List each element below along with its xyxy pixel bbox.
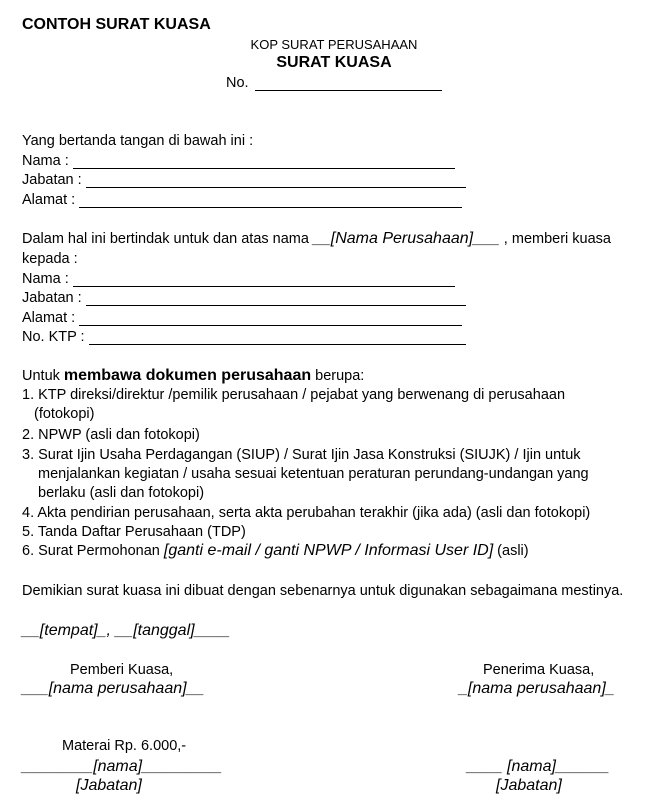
stamp-duty-note: Materai Rp. 6.000,- (62, 738, 187, 754)
grantor-company-placeholder: ___[nama perusahaan]__ (22, 680, 205, 697)
grantor-name-row (22, 151, 455, 171)
list-item-6-text-after: (asli) (493, 543, 529, 559)
authorization-text-after: , memberi kuasa (499, 231, 611, 247)
letter-number-row (226, 73, 442, 93)
grantee-id-blank-line (89, 344, 466, 345)
grantor-address-blank-line (79, 207, 462, 208)
grantee-name-label: Nama : (22, 271, 69, 287)
grantee-signatory-position: [Jabatan] (496, 777, 562, 794)
grantee-address-blank-line (79, 325, 462, 326)
grantor-name-blank-line (73, 168, 455, 169)
grantor-address-label: Alamat : (22, 192, 76, 208)
grantee-position-label: Jabatan : (22, 290, 82, 306)
grantee-position-blank-line (86, 305, 466, 306)
list-item-3-continuation: menjalankan kegiatan / usaha sesuai ketentuan peraturan perundang-undangan yang (38, 466, 589, 482)
grantor-name-label: Nama : (22, 153, 69, 169)
purpose-text-after: berupa: (311, 368, 365, 384)
grantee-name-row (22, 269, 455, 289)
grantee-signature-label: Penerima Kuasa, (483, 662, 595, 678)
document-heading: CONTOH SURAT KUASA (22, 16, 211, 33)
grantor-position-blank-line (86, 187, 466, 188)
list-item-1-continuation: (fotokopi) (34, 406, 95, 422)
grantee-address-label: Alamat : (22, 310, 76, 326)
list-item-4: 4. Akta pendirian perusahaan, serta akta perubahan terakhir (jika ada) (asli dan fotokopi) (22, 505, 591, 521)
grantee-id-label: No. KTP : (22, 329, 85, 345)
grantor-position-label: Jabatan : (22, 172, 82, 188)
purpose-sentence (22, 366, 364, 386)
grantee-id-row (22, 327, 466, 347)
grantee-name-blank-line (73, 286, 455, 287)
list-item-2: 2. NPWP (asli dan fotokopi) (22, 427, 200, 443)
authorization-sentence (22, 229, 611, 249)
letterhead-placeholder: KOP SURAT PERUSAHAAN (250, 37, 418, 52)
grantee-position-row (22, 288, 466, 308)
list-item-6 (22, 541, 529, 561)
request-type-placeholder: [ganti e-mail / ganti NPWP / Informasi User ID] (163, 542, 494, 559)
list-item-1: 1. KTP direksi/direktur /pemilik perusahaan / pejabat yang berwenang di perusahaan (22, 387, 566, 403)
letter-number-blank-line (255, 90, 442, 91)
company-name-placeholder: __[Nama Perusahaan]___ (312, 230, 500, 247)
purpose-emphasis: membawa dokumen perusahaan (63, 367, 312, 384)
list-item-3: 3. Surat Ijin Usaha Perdagangan (SIUP) / Surat Ijin Jasa Konstruksi (SIUJK) / Ijin untuk (22, 447, 581, 463)
grantor-signatory-position: [Jabatan] (76, 777, 142, 794)
authorization-text-before: Dalam hal ini bertindak untuk dan atas nama (22, 231, 313, 247)
letter-title: SURAT KUASA (276, 54, 392, 71)
list-item-3-continuation: berlaku (asli dan fotokopi) (38, 485, 205, 501)
grantee-address-row (22, 308, 462, 328)
grantee-signatory-name: ____ [nama]______ (467, 758, 610, 775)
list-item-6-text-before: 6. Surat Permohonan (22, 543, 164, 559)
grantor-signature-label: Pemberi Kuasa, (70, 662, 174, 678)
grantor-intro: Yang bertanda tangan di bawah ini : (22, 133, 254, 149)
grantor-position-row (22, 170, 466, 190)
grantor-signatory-name: ________[nama]_________ (22, 758, 223, 775)
closing-statement: Demikian surat kuasa ini dibuat dengan sebenarnya untuk digunakan sebagaimana mestinya. (22, 583, 624, 599)
purpose-text-before: Untuk (22, 368, 64, 384)
authorization-continuation: kepada : (22, 251, 78, 267)
place-date-placeholder: __[tempat]_, __[tanggal]____ (22, 622, 231, 639)
grantor-address-row (22, 190, 462, 210)
letter-number-label: No. (226, 75, 249, 91)
grantee-company-placeholder: _[nama perusahaan]_ (459, 680, 615, 697)
list-item-5: 5. Tanda Daftar Perusahaan (TDP) (22, 524, 246, 540)
